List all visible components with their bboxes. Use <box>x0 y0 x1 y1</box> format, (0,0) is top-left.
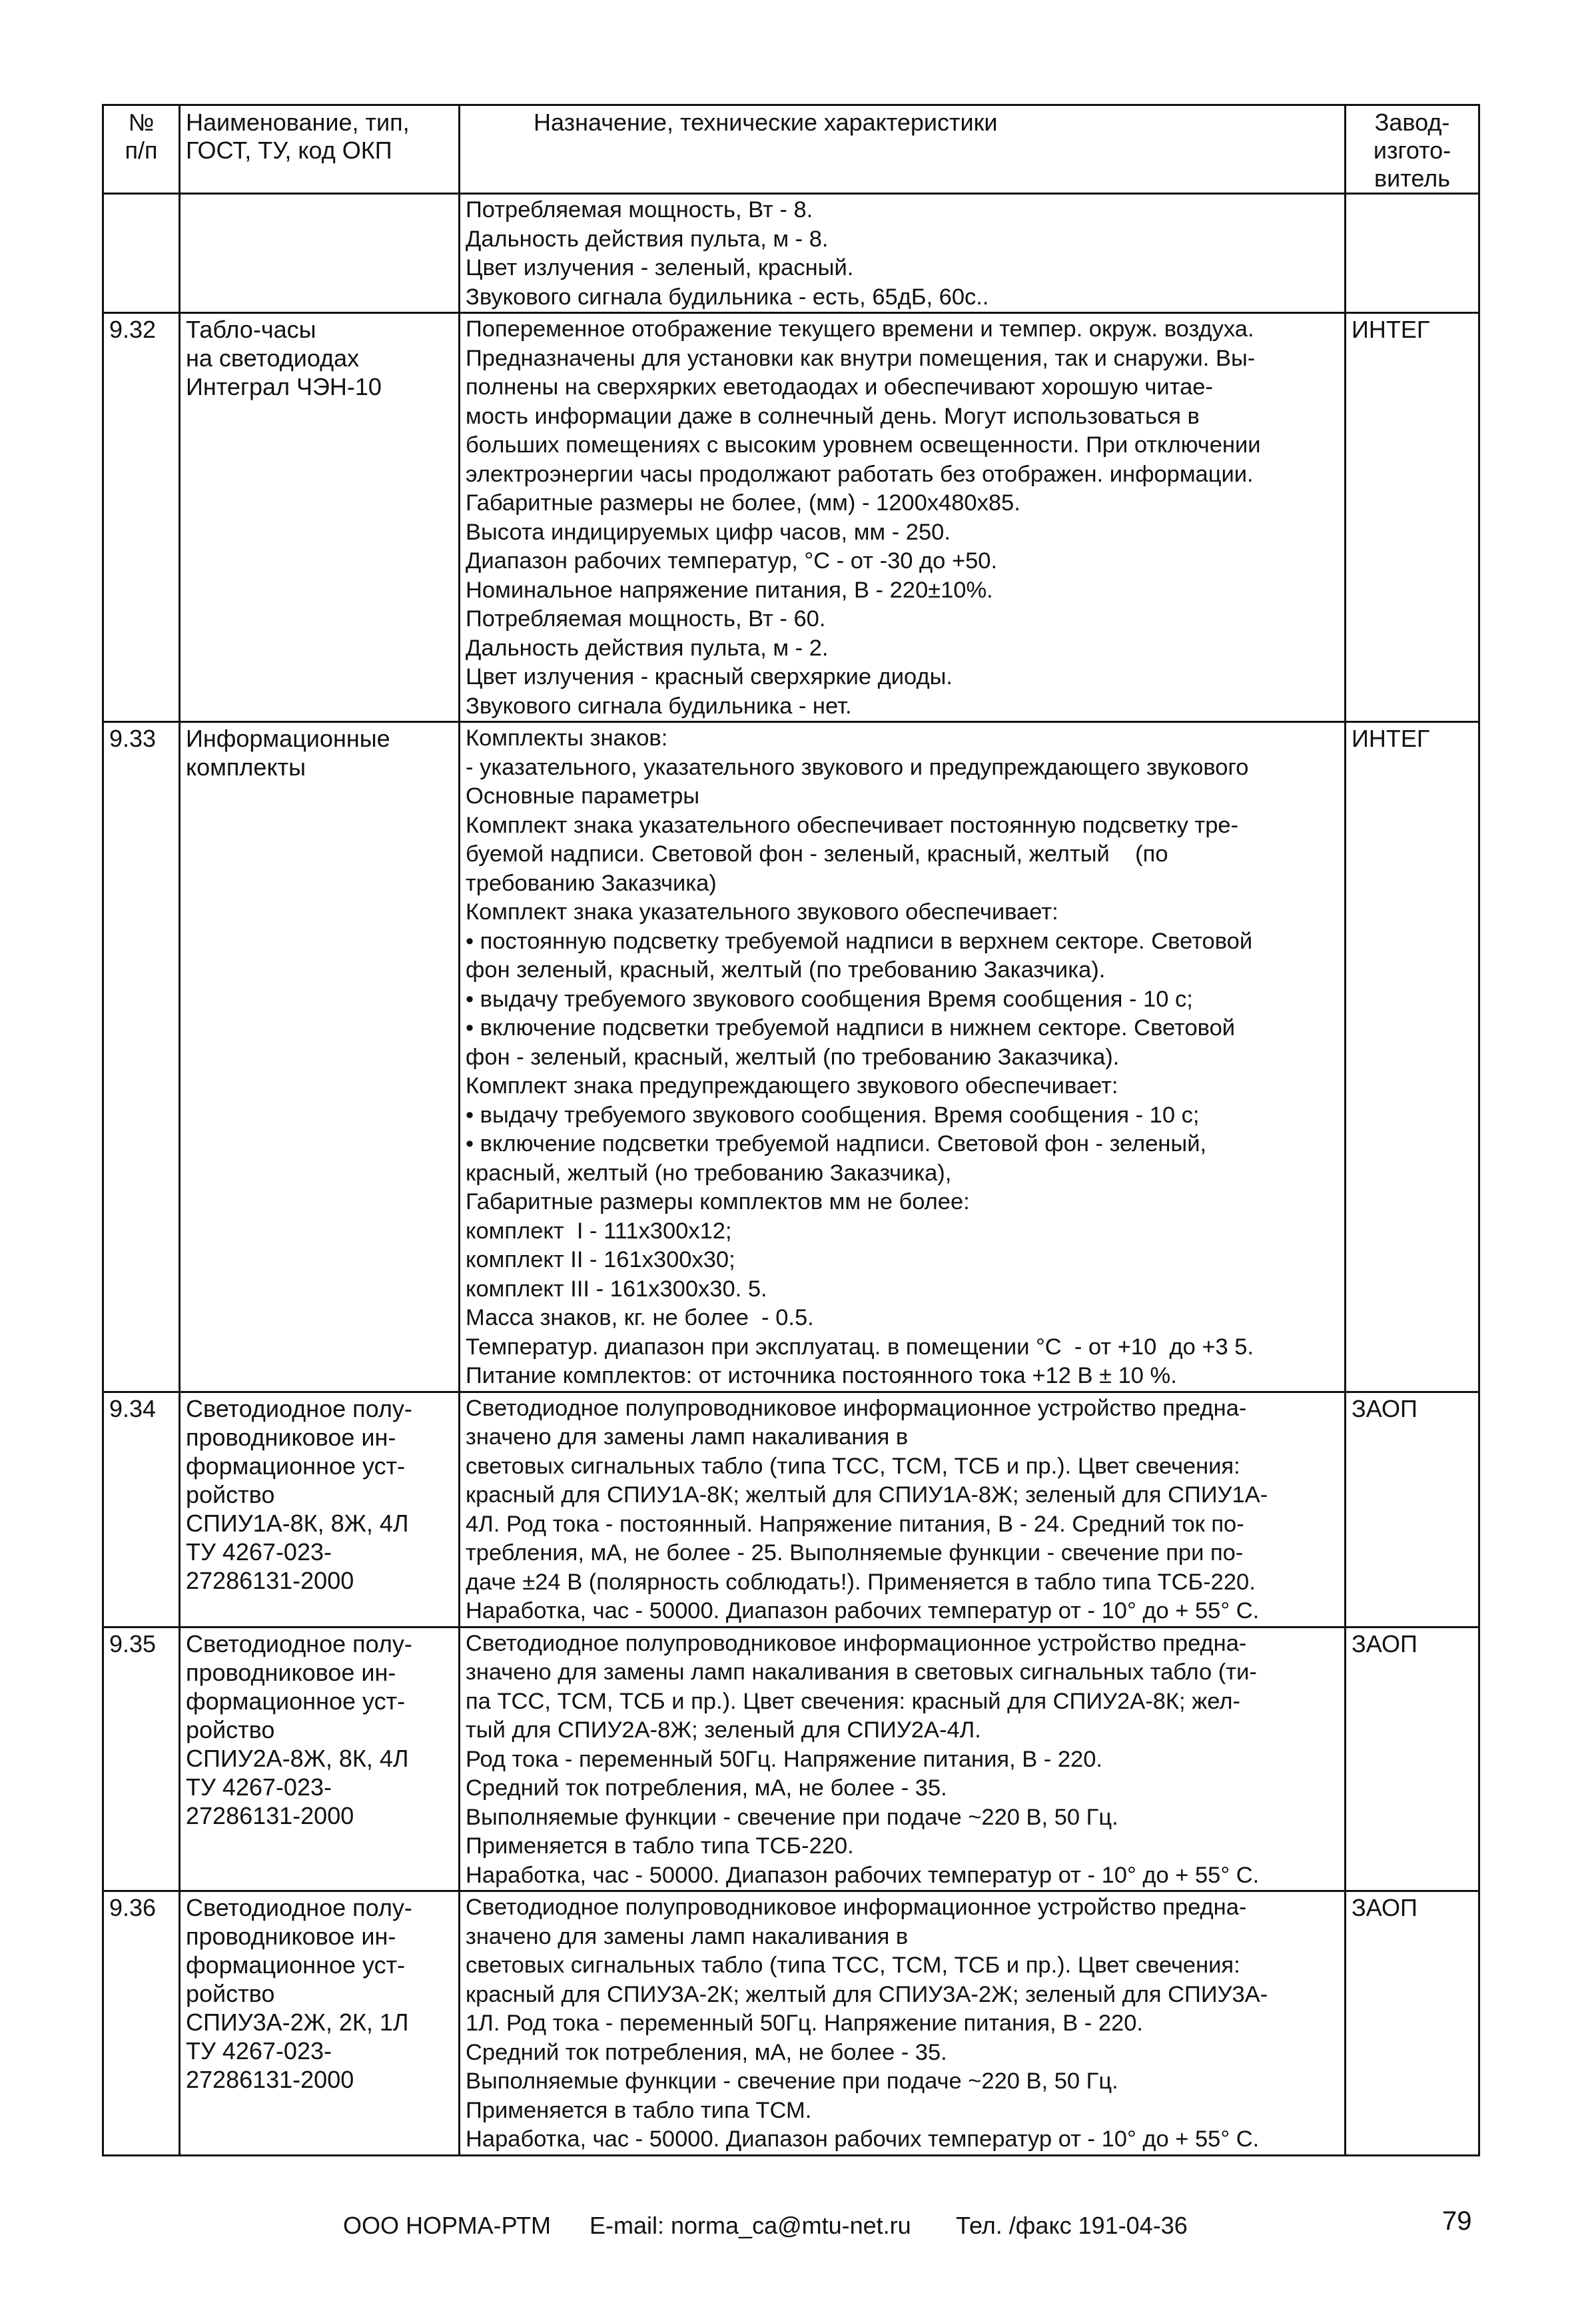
footer-email: E-mail: norma_ca@mtu-net.ru <box>590 2212 911 2239</box>
row-number: 9.33 <box>103 722 180 1392</box>
description-line: Цвет излучения - красный сверхяркие диоды. <box>466 664 953 690</box>
description-line: Светодиодное полупроводниковое информационное устройство предна- <box>466 1395 1247 1421</box>
description-line: Наработка, час - 50000. Диапазон рабочих температур от - 10° до + 55° С. <box>466 2126 1260 2152</box>
description-line: Основные параметры <box>466 783 700 809</box>
description-line: красный, желтый (но требованию Заказчика), <box>466 1160 952 1186</box>
description-line: • выдачу требуемого звукового сообщения. Время сообщения - 10 с; <box>466 1102 1200 1128</box>
row-manufacturer: ИНТЕГ <box>1346 313 1479 722</box>
description-line: Дальность действия пульта, м - 8. <box>466 226 829 252</box>
row-product-name: Светодиодное полу- проводниковое ин- формационное уст- ройство СПИУ3А-2Ж, 2К, 1Л ТУ 4267-023- 27286131-2000 <box>180 1891 460 2156</box>
row-description <box>460 1392 1346 1627</box>
description-line: • выдачу требуемого звукового сообщения Время сообщения - 10 с; <box>466 986 1193 1012</box>
row-description <box>460 722 1346 1392</box>
description-line: Средний ток потребления, мА, не более - 35. <box>466 2039 947 2065</box>
description-line: требления, мА, не более - 25. Выполняемые функции - свечение при по- <box>466 1540 1244 1566</box>
description-line: 1Л. Род тока - переменный 50Гц. Напряжение питания, В - 220. <box>466 2011 1144 2036</box>
description-line: - указательного, указательного звукового и предупреждающего звукового <box>466 754 1249 780</box>
row-description <box>460 313 1346 722</box>
description-line: па ТСС, ТСМ, ТСБ и пр.). Цвет свечения: красный для СПИУ2А-8К; жел- <box>466 1688 1240 1714</box>
description-line: Комплект знака указательного обеспечивает постоянную подсветку тре- <box>466 812 1239 838</box>
table-row <box>103 1627 1479 1891</box>
description-line: Габаритные размеры не более, (мм) - 1200х480х85. <box>466 490 1020 516</box>
description-line: световых сигнальных табло (типа ТСС, ТСМ, ТСБ и пр.). Цвет свечения: <box>466 1453 1240 1479</box>
description-line: значено для замены ламп накаливания в световых сигнальных табло (ти- <box>466 1659 1257 1685</box>
description-line: Комплект знака предупреждающего звукового обеспечивает: <box>466 1073 1118 1099</box>
description-line: • постоянную подсветку требуемой надписи в верхнем секторе. Световой <box>466 928 1253 954</box>
description-line: Диапазон рабочих температур, °С - от -30 до +50. <box>466 548 998 574</box>
product-table <box>102 104 1480 2156</box>
description-line: значено для замены ламп накаливания в <box>466 1923 909 1949</box>
table-body <box>103 194 1479 2156</box>
table-row <box>103 194 1479 313</box>
description-line: Потребляемая мощность, Вт - 8. <box>466 197 813 223</box>
description-line: • включение подсветки требуемой надписи в нижнем секторе. Световой <box>466 1015 1236 1041</box>
description-line: Звукового сигнала будильника - нет. <box>466 693 852 719</box>
row-number: 9.35 <box>103 1627 180 1891</box>
description-line: Питание комплектов: от источника постоянного тока +12 В ± 10 %. <box>466 1363 1177 1388</box>
row-number: 9.34 <box>103 1392 180 1627</box>
description-line: Дальность действия пульта, м - 2. <box>466 635 829 661</box>
description-line: световых сигнальных табло (типа ТСС, ТСМ, ТСБ и пр.). Цвет свечения: <box>466 1953 1240 1978</box>
description-line: Потребляемая мощность, Вт - 60. <box>466 606 826 632</box>
description-line: Светодиодное полупроводниковое информационное устройство предна- <box>466 1895 1247 1920</box>
header-name: Наименование, тип, ГОСТ, ТУ, код ОКП <box>180 105 460 194</box>
row-number <box>103 194 180 313</box>
table-row <box>103 722 1479 1392</box>
row-product-name: Табло-часы на светодиодах Интеграл ЧЭН-10 <box>180 313 460 722</box>
page-footer <box>0 2206 1596 2252</box>
description-line: фон - зеленый, красный, желтый (по требованию Заказчика). <box>466 1044 1120 1070</box>
page-number: 79 <box>1442 2206 1472 2236</box>
description-line: красный для СПИУ1А-8К; желтый для СПИУ1А-8Ж; зеленый для СПИУ1А- <box>466 1482 1268 1508</box>
description-line: Род тока - переменный 50Гц. Напряжение питания, В - 220. <box>466 1746 1103 1772</box>
description-line: Выполняемые функции - свечение при подаче ~220 В, 50 Гц. <box>466 1804 1118 1830</box>
description-line: Наработка, час - 50000. Диапазон рабочих температур от - 10° до + 55° С. <box>466 1598 1260 1623</box>
header-purpose: Назначение, технические характеристики <box>460 105 1346 194</box>
description-line: Номинальное напряжение питания, В - 220±10%. <box>466 577 993 603</box>
description-line: Звукового сигнала будильника - есть, 65дБ, 60с.. <box>466 284 989 310</box>
description-line: буемой надписи. Световой фон - зеленый, красный, желтый (по <box>466 841 1168 867</box>
row-manufacturer: ЗАОП <box>1346 1392 1479 1627</box>
table-row <box>103 1891 1479 2156</box>
table-row <box>103 313 1479 722</box>
description-line: Выполняемые функции - свечение при подаче ~220 В, 50 Гц. <box>466 2069 1118 2094</box>
description-line: фон зеленый, красный, желтый (по требованию Заказчика). <box>466 957 1106 983</box>
footer-company: ООО НОРМА-РТМ <box>343 2212 551 2239</box>
description-line: полнены на сверхярких еветодаодах и обеспечивают хорошую читае- <box>466 374 1213 400</box>
description-line: тый для СПИУ2А-8Ж; зеленый для СПИУ2А-4Л. <box>466 1717 981 1743</box>
table-row <box>103 1392 1479 1627</box>
row-product-name <box>180 194 460 313</box>
description-line: комплект II - 161х300х30; <box>466 1247 735 1272</box>
row-number: 9.36 <box>103 1891 180 2156</box>
description-line: значено для замены ламп накаливания в <box>466 1424 909 1450</box>
description-line: больших помещениях с высоким уровнем освещенности. При отключении <box>466 432 1261 458</box>
row-manufacturer: ИНТЕГ <box>1346 722 1479 1392</box>
description-line: Светодиодное полупроводниковое информационное устройство предна- <box>466 1630 1247 1656</box>
row-manufacturer: ЗАОП <box>1346 1627 1479 1891</box>
row-manufacturer: ЗАОП <box>1346 1891 1479 2156</box>
row-product-name: Светодиодное полу- проводниковое ин- формационное уст- ройство СПИУ1А-8К, 8Ж, 4Л ТУ 4267-023- 27286131-2000 <box>180 1392 460 1627</box>
row-description <box>460 1627 1346 1891</box>
description-line: 4Л. Род тока - постоянный. Напряжение питания, В - 24. Средний ток по- <box>466 1511 1244 1537</box>
table-header <box>103 105 1479 194</box>
row-product-name: Информационные комплекты <box>180 722 460 1392</box>
description-line: Комплект знака указательного звукового обеспечивает: <box>466 899 1058 925</box>
row-manufacturer <box>1346 194 1479 313</box>
description-line: Габаритные размеры комплектов мм не более: <box>466 1189 970 1214</box>
description-line: • включение подсветки требуемой надписи. Световой фон - зеленый, <box>466 1131 1207 1156</box>
row-number: 9.32 <box>103 313 180 722</box>
description-line: Температур. диапазон при эксплуатац. в помещении °С - от +10 до +3 5. <box>466 1334 1254 1360</box>
description-line: Предназначены для установки как внутри помещения, так и снаружи. Вы- <box>466 345 1256 371</box>
description-line: Комплекты знаков: <box>466 725 668 751</box>
header-num: № п/п <box>103 105 180 194</box>
description-line: даче ±24 В (полярность соблюдать!). Применяется в табло типа ТСБ-220. <box>466 1569 1256 1595</box>
description-line: Применяется в табло типа ТСМ. <box>466 2097 812 2123</box>
header-manufacturer: Завод- изгото- витель <box>1346 105 1479 194</box>
description-line: мость информации даже в солнечный день. Могут использоваться в <box>466 403 1200 429</box>
description-line: Применяется в табло типа ТСБ-220. <box>466 1833 854 1859</box>
description-line: комплект I - 111х300х12; <box>466 1218 732 1244</box>
description-line: комплект III - 161х300х30. 5. <box>466 1276 767 1302</box>
row-description <box>460 1891 1346 2156</box>
description-line: электроэнергии часы продолжают работать без отображен. информации. <box>466 461 1254 487</box>
description-line: Средний ток потребления, мА, не более - 35. <box>466 1775 947 1801</box>
description-line: Цвет излучения - зеленый, красный. <box>466 255 854 280</box>
catalog-page <box>102 104 1478 2156</box>
description-line: Высота индицируемых цифр часов, мм - 250. <box>466 519 951 545</box>
row-product-name: Светодиодное полу- проводниковое ин- формационное уст- ройство СПИУ2А-8Ж, 8К, 4Л ТУ 4267-023- 27286131-2000 <box>180 1627 460 1891</box>
row-description <box>460 194 1346 313</box>
footer-phone: Тел. /факс 191-04-36 <box>956 2212 1188 2239</box>
description-line: Масса знаков, кг. не более - 0.5. <box>466 1305 814 1330</box>
description-line: красный для СПИУ3А-2К; желтый для СПИУ3А-2Ж; зеленый для СПИУ3А- <box>466 1981 1268 2007</box>
description-line: Наработка, час - 50000. Диапазон рабочих температур от - 10° до + 55° С. <box>466 1862 1260 1888</box>
description-line: требованию Заказчика) <box>466 870 717 896</box>
description-line: Попеременное отображение текущего времени и темпер. окруж. воздуха. <box>466 316 1254 342</box>
